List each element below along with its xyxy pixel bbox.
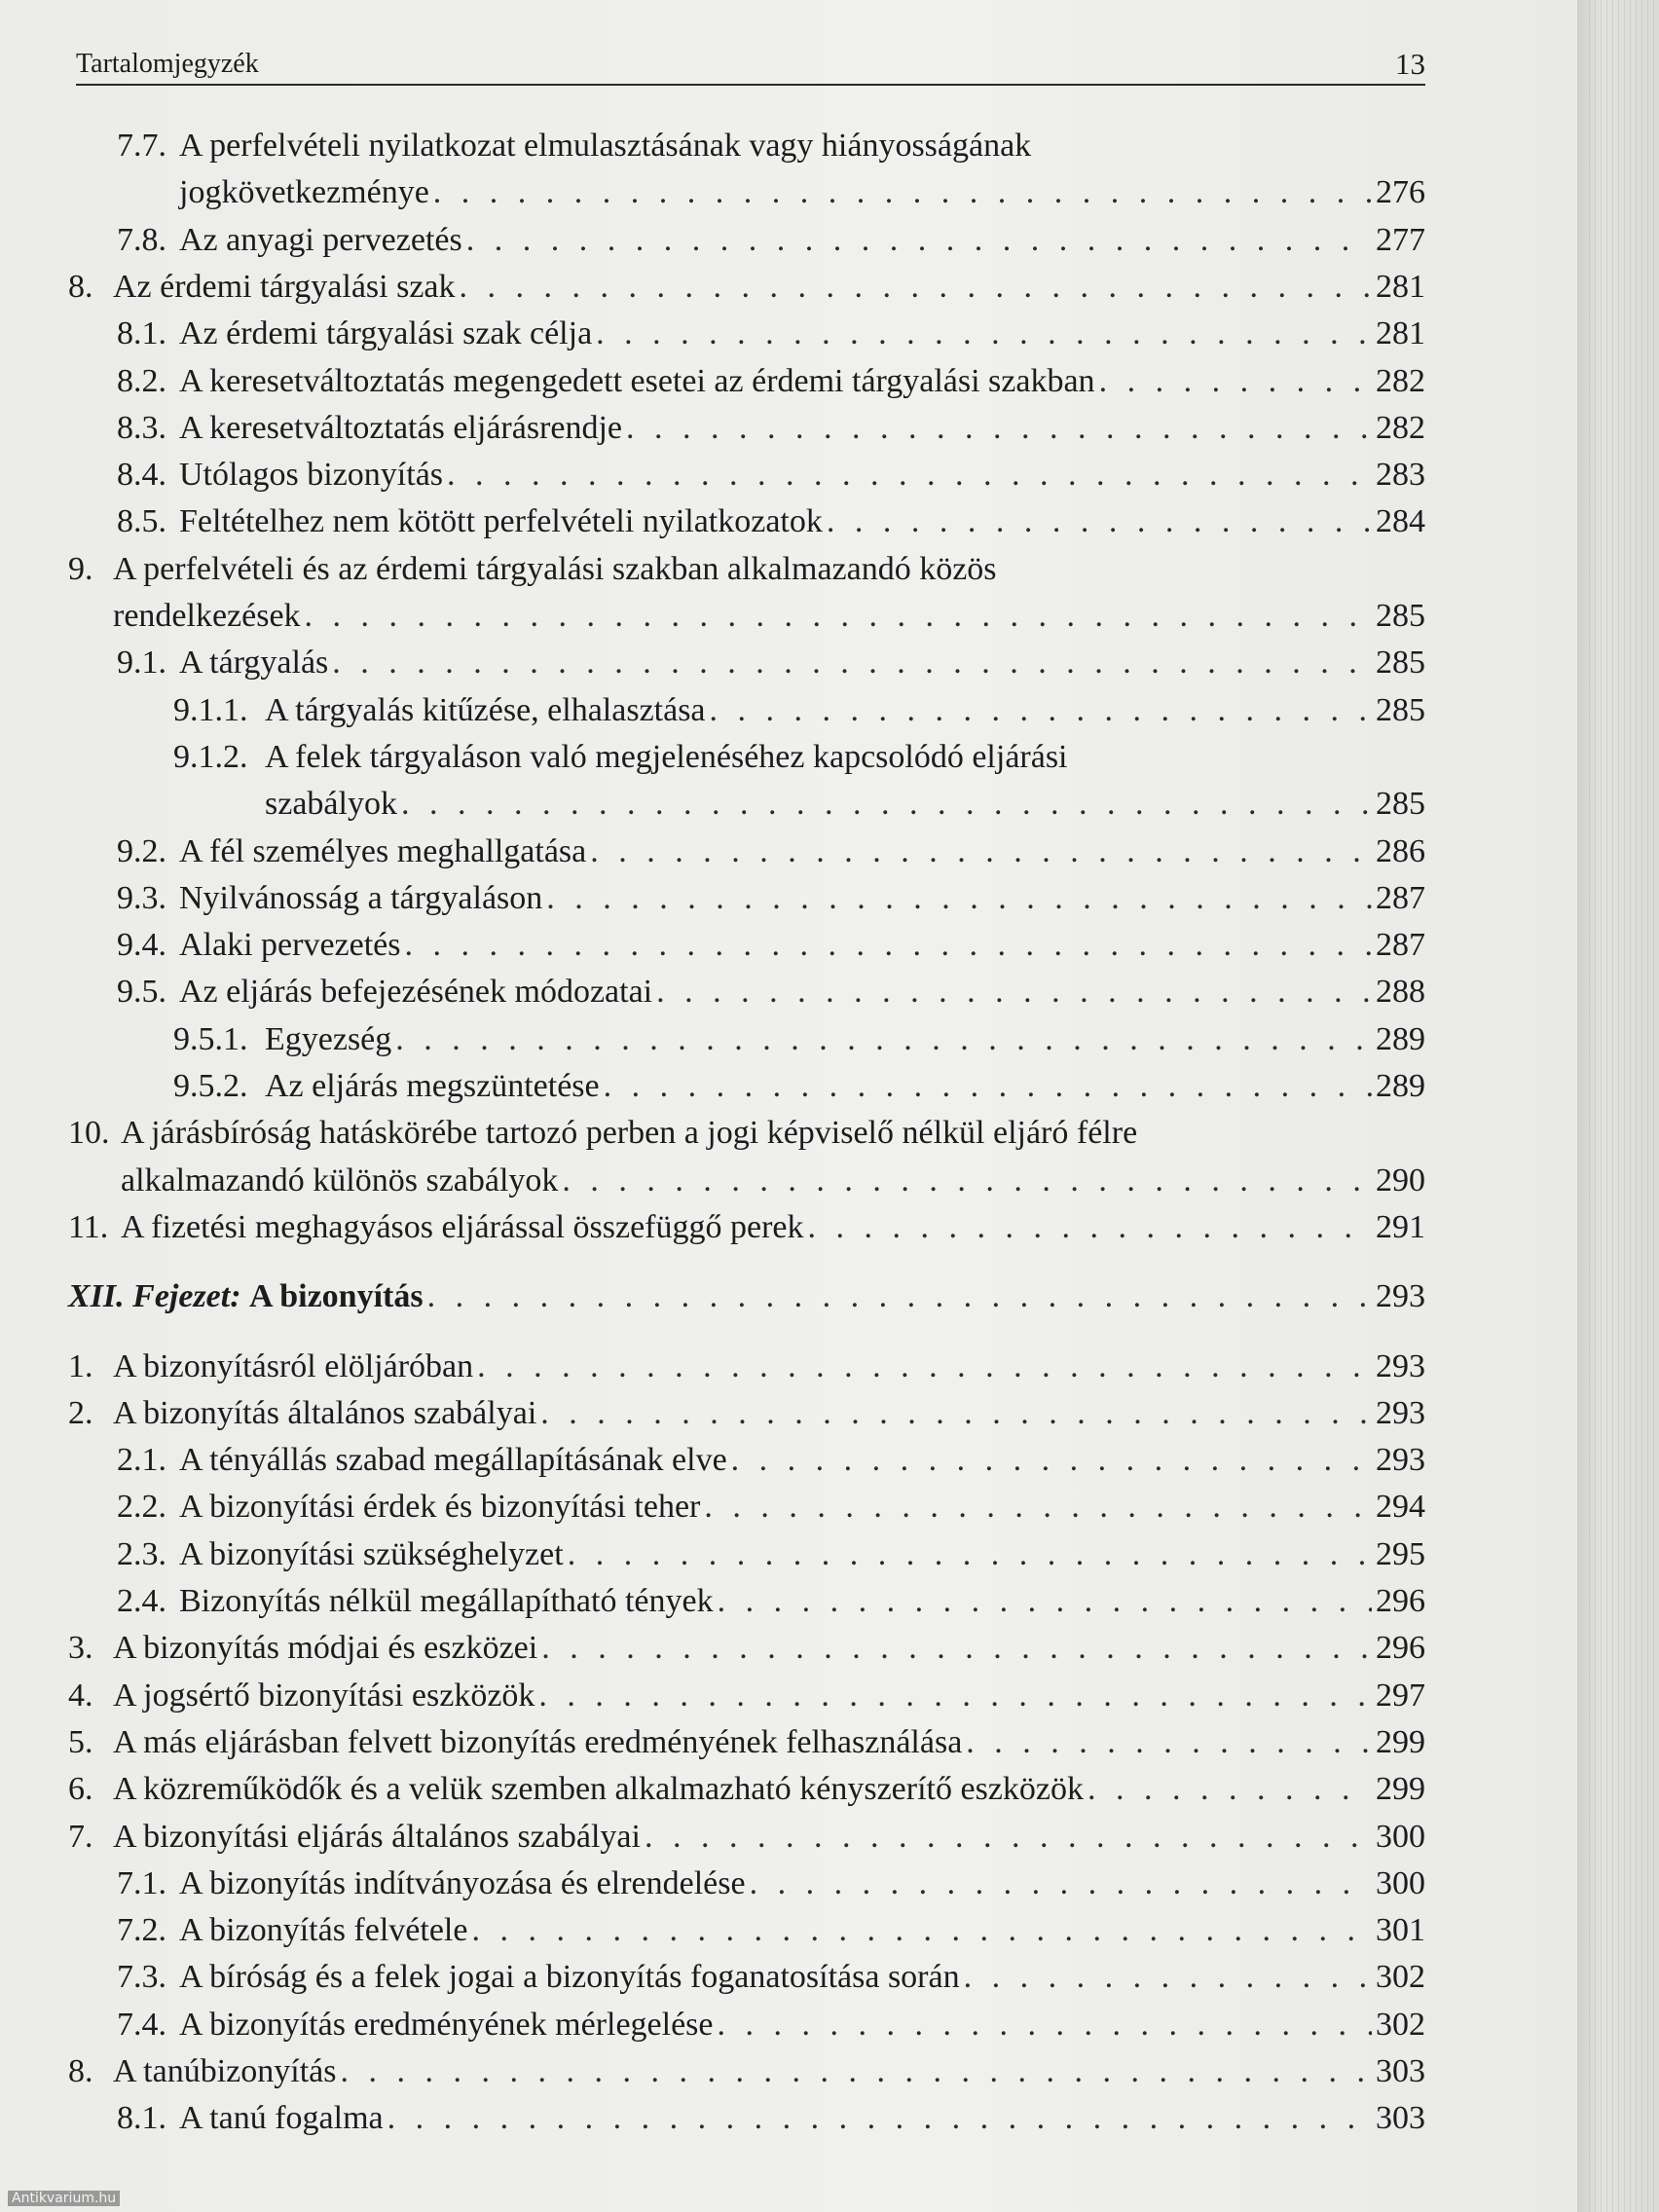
- toc-entry: [0, 877, 1425, 920]
- toc-entry-title: Az eljárás megszüntetése: [265, 1068, 600, 1104]
- toc-entry: [0, 219, 1425, 262]
- dot-leader: [328, 642, 1372, 684]
- toc-entry-title: A bizonyítási szükséghelyzet: [179, 1535, 564, 1572]
- toc-entry-title: Egyezség: [265, 1020, 392, 1057]
- toc-entry-title: A perfelvételi nyilatkozat elmulasztásának vagy hiányosságának: [179, 128, 1032, 164]
- toc-entry-page: 281: [1376, 268, 1425, 305]
- toc-entry: [0, 1346, 1425, 1388]
- dot-leader: [823, 500, 1372, 543]
- toc-entry-page: 277: [1376, 221, 1425, 258]
- toc-entry-title: A bizonyítás módjai és eszközei: [113, 1630, 538, 1667]
- toc-entry-number: 2.2.: [117, 1489, 166, 1526]
- toc-entry-title: A más eljárásban felvett bizonyítás eredményének felhasználása: [113, 1723, 963, 1760]
- toc-entry-continuation: [0, 1160, 1425, 1202]
- toc-entry-title: Alaki pervezetés: [179, 927, 401, 964]
- toc-entry-number: 7.4.: [117, 2006, 166, 2043]
- toc-entry: [0, 1675, 1425, 1717]
- toc-entry-page: 297: [1376, 1677, 1425, 1714]
- dot-leader: [600, 1065, 1372, 1108]
- toc-entry-number: 9.1.2.: [173, 738, 248, 775]
- dot-leader: [714, 1580, 1372, 1623]
- toc-entry: [0, 1206, 1425, 1249]
- toc-entry: [0, 1768, 1425, 1811]
- dot-leader: [542, 877, 1372, 920]
- toc-entry: [0, 1439, 1425, 1482]
- toc-entry-title: A járásbíróság hatáskörébe tartozó perben a jogi képviselő nélkül eljáró félre: [121, 1115, 1138, 1152]
- toc-entry-title: A bizonyítás felvétele: [179, 1912, 468, 1949]
- toc-entry-page: 288: [1376, 974, 1425, 1011]
- toc-entry-page: 295: [1376, 1535, 1425, 1572]
- dot-leader: [727, 1439, 1372, 1482]
- dot-leader: [564, 1533, 1372, 1576]
- toc-entry-page: 276: [1376, 174, 1425, 211]
- dot-leader: [1084, 1768, 1372, 1811]
- dot-leader: [706, 689, 1372, 732]
- toc-entry: [0, 1721, 1425, 1764]
- toc-entry: [0, 1862, 1425, 1905]
- toc-entry-title: jogkövetkezménye: [179, 174, 429, 211]
- toc-entry-number: 8.1.: [117, 315, 166, 352]
- dot-leader: [592, 313, 1372, 355]
- toc-entry-number: 8.5.: [117, 503, 166, 540]
- dot-leader: [429, 171, 1372, 214]
- toc-entry-number: 2.3.: [117, 1535, 166, 1572]
- toc-entry-number: 9.5.2.: [173, 1068, 248, 1104]
- toc-entry-page: 285: [1376, 786, 1425, 823]
- toc-entry-title: A bizonyítási érdek és bizonyítási teher: [179, 1489, 701, 1526]
- toc-entry: [0, 1909, 1425, 1952]
- dot-leader: [443, 454, 1372, 497]
- toc-entry-title: rendelkezések: [113, 598, 301, 634]
- toc-entry-number: 9.1.1.: [173, 691, 248, 728]
- toc-entry: [0, 313, 1425, 355]
- toc-entry-number: 8.1.: [117, 2100, 166, 2137]
- toc-entry-number: 9.1.: [117, 645, 166, 682]
- toc-entry-number: 9.2.: [117, 832, 166, 869]
- toc-entry-number: 9.4.: [117, 927, 166, 964]
- dot-leader: [558, 1160, 1372, 1202]
- toc-entry-number: 8.3.: [117, 409, 166, 446]
- toc-entry-page: 287: [1376, 879, 1425, 916]
- toc-entry-page: 300: [1376, 1864, 1425, 1901]
- toc-entry-number: 11.: [68, 1208, 109, 1245]
- toc-entry-title: szabályok: [265, 786, 397, 823]
- toc-entry: [0, 830, 1425, 873]
- toc-entry-page: 303: [1376, 2053, 1425, 2089]
- toc-entry: [0, 1065, 1425, 1108]
- toc-entry: [0, 1392, 1425, 1435]
- toc-entry-title: Az érdemi tárgyalási szak: [113, 268, 456, 305]
- toc-entry-title: A bizonyításról elöljáróban: [113, 1347, 474, 1384]
- toc-entry-number: 1.: [68, 1347, 93, 1384]
- toc-entry-title: A bizonyítás indítványozása és elrendelése: [179, 1864, 746, 1901]
- running-header: [76, 47, 1425, 86]
- dot-leader: [803, 1206, 1372, 1249]
- toc-entry-number: 7.: [68, 1818, 93, 1855]
- toc-entry-page: 284: [1376, 503, 1425, 540]
- toc-entry-number: 3.: [68, 1630, 93, 1667]
- chapter-page: 293: [1376, 1278, 1425, 1315]
- toc-entry-title: Az érdemi tárgyalási szak célja: [179, 315, 593, 352]
- toc-entry-page: 285: [1376, 598, 1425, 634]
- toc-entry-number: 2.: [68, 1394, 93, 1431]
- toc-entry-title: A bíróság és a felek jogai a bizonyítás foganatosítása során: [179, 1959, 960, 1996]
- dot-leader: [401, 924, 1373, 967]
- toc-entry-title: A perfelvételi és az érdemi tárgyalási szakban alkalmazandó közös: [113, 550, 997, 587]
- dot-leader: [397, 783, 1372, 826]
- dot-leader: [336, 2050, 1372, 2093]
- toc-entry: [0, 1956, 1425, 1999]
- page-edge-lines: [1589, 0, 1659, 2212]
- chapter-heading: [0, 1275, 1425, 1318]
- toc-entry-page: 293: [1376, 1394, 1425, 1431]
- dot-leader: [456, 266, 1372, 309]
- dot-leader: [700, 1486, 1372, 1529]
- dot-leader: [424, 1275, 1372, 1318]
- toc-entry-title: A jogsértő bizonyítási eszközök: [113, 1677, 535, 1714]
- dot-leader: [962, 1721, 1372, 1764]
- dot-leader: [586, 830, 1372, 873]
- dot-leader: [535, 1675, 1372, 1717]
- toc-entry-title: A közreműködők és a velük szemben alkalmazható kényszerítő eszközök: [113, 1771, 1084, 1808]
- page-number: 13: [1395, 47, 1425, 81]
- toc-entry-page: 299: [1376, 1723, 1425, 1760]
- toc-entry-page: 282: [1376, 409, 1425, 446]
- toc-entry-title: alkalmazandó különös szabályok: [121, 1161, 559, 1198]
- toc-entry-page: 301: [1376, 1912, 1425, 1949]
- toc-entry-number: 5.: [68, 1723, 93, 1760]
- dot-leader: [960, 1956, 1372, 1999]
- toc-entry-number: 9.5.: [117, 974, 166, 1011]
- toc-entry: [0, 1486, 1425, 1529]
- toc-entry-page: 287: [1376, 927, 1425, 964]
- toc-entry-page: 289: [1376, 1020, 1425, 1057]
- dot-leader: [536, 1392, 1372, 1435]
- toc-entry-page: 290: [1376, 1161, 1425, 1198]
- toc-entry-title: A bizonyítási eljárás általános szabályai: [113, 1818, 641, 1855]
- dot-leader: [384, 2097, 1372, 2140]
- toc-entry-number: 6.: [68, 1771, 93, 1808]
- toc-entry-number: 9.3.: [117, 879, 166, 916]
- toc-entry: [0, 1580, 1425, 1623]
- toc-entry-title: Utólagos bizonyítás: [179, 457, 444, 494]
- chapter-title: A bizonyítás: [249, 1278, 424, 1315]
- chapter-label: XII. Fejezet:: [68, 1278, 250, 1315]
- toc-entry-title: Bizonyítás nélkül megállapítható tények: [179, 1583, 714, 1619]
- toc-entry-page: 296: [1376, 1630, 1425, 1667]
- toc-entry: [0, 2097, 1425, 2140]
- toc-entry-title: A felek tárgyaláson való megjelenéséhez kapcsolódó eljárási: [265, 738, 1068, 775]
- toc-entry-title: A tanú fogalma: [179, 2100, 384, 2137]
- toc-entry-number: 8.2.: [117, 362, 166, 399]
- toc-entry-title: Feltételhez nem kötött perfelvételi nyilatkozatok: [179, 503, 823, 540]
- toc-entry-title: A bizonyítás eredményének mérlegelése: [179, 2006, 714, 2043]
- dot-leader: [301, 595, 1372, 638]
- toc-entry: [0, 266, 1425, 309]
- toc-entry: [0, 407, 1425, 450]
- toc-entry-title: A fizetési meghagyásos eljárással összefüggő perek: [121, 1208, 804, 1245]
- toc-entry-title: Nyilvánosság a tárgyaláson: [179, 879, 543, 916]
- toc-entry-page: 285: [1376, 645, 1425, 682]
- running-header-title: Tartalomjegyzék: [76, 49, 259, 79]
- toc-entry-page: 293: [1376, 1442, 1425, 1479]
- toc-entry-page: 294: [1376, 1489, 1425, 1526]
- toc-entry: [0, 971, 1425, 1014]
- toc-entry-page: 302: [1376, 2006, 1425, 2043]
- toc-entry-number: 8.: [68, 2053, 93, 2089]
- dot-leader: [537, 1627, 1372, 1670]
- toc-entry-title: Az eljárás befejezésének módozatai: [179, 974, 653, 1011]
- dot-leader: [622, 407, 1372, 450]
- toc-entry-page: 282: [1376, 362, 1425, 399]
- toc-entry-title: A tárgyalás: [179, 645, 329, 682]
- toc-entry-number: 4.: [68, 1677, 93, 1714]
- toc-entry-title: A keresetváltoztatás megengedett esetei az érdemi tárgyalási szakban: [179, 362, 1095, 399]
- toc-entry-page: 281: [1376, 315, 1425, 352]
- toc-entry-page: 296: [1376, 1583, 1425, 1619]
- toc-entry: [0, 1816, 1425, 1859]
- toc-entry: [0, 1627, 1425, 1670]
- dot-leader: [462, 219, 1372, 262]
- toc-entry-number: 2.4.: [117, 1583, 166, 1619]
- toc-entry: [0, 1018, 1425, 1061]
- toc-entry: [0, 360, 1425, 403]
- dot-leader: [1095, 360, 1372, 403]
- toc-entry-title: Az anyagi pervezetés: [179, 221, 462, 258]
- toc-entry: [0, 2004, 1425, 2046]
- toc-entry-title: A tényállás szabad megállapításának elve: [179, 1442, 727, 1479]
- toc-entry-title: A fél személyes meghallgatása: [179, 832, 587, 869]
- toc-entry: [0, 736, 1425, 779]
- dot-leader: [714, 2004, 1373, 2046]
- toc-entry: [0, 2050, 1425, 2093]
- dot-leader: [641, 1816, 1372, 1859]
- toc-entry: [0, 500, 1425, 543]
- watermark: Antikvarium.hu: [8, 2191, 120, 2206]
- dot-leader: [652, 971, 1372, 1014]
- toc-entry-number: 7.7.: [117, 128, 166, 164]
- toc-entry-page: 291: [1376, 1208, 1425, 1245]
- toc-entry: [0, 642, 1425, 684]
- toc-entry-page: 289: [1376, 1068, 1425, 1104]
- dot-leader: [746, 1862, 1372, 1905]
- toc-entry-page: 285: [1376, 691, 1425, 728]
- toc-entry: [0, 454, 1425, 497]
- toc-entry-continuation: [0, 783, 1425, 826]
- dot-leader: [473, 1346, 1372, 1388]
- toc-entry-page: 300: [1376, 1818, 1425, 1855]
- toc-entry-page: 302: [1376, 1959, 1425, 1996]
- dot-leader: [391, 1018, 1372, 1061]
- toc-entry-title: A tárgyalás kitűzése, elhalasztása: [265, 691, 706, 728]
- toc-entry-title: A keresetváltoztatás eljárásrendje: [179, 409, 622, 446]
- toc-entry-number: 7.8.: [117, 221, 166, 258]
- toc-entry: [0, 1533, 1425, 1576]
- toc-entry: [0, 548, 1425, 591]
- toc-entry-number: 7.2.: [117, 1912, 166, 1949]
- toc-entry-number: 7.3.: [117, 1959, 166, 1996]
- toc-entry: [0, 924, 1425, 967]
- toc-entry-number: 2.1.: [117, 1442, 166, 1479]
- toc-entry: [0, 1112, 1425, 1155]
- toc-entry-number: 10.: [68, 1115, 110, 1152]
- toc-entry-page: 283: [1376, 457, 1425, 494]
- toc-entry-number: 9.: [68, 550, 93, 587]
- toc-entry: [0, 125, 1425, 167]
- toc-entry-page: 293: [1376, 1347, 1425, 1384]
- toc-entry-title: A bizonyítás általános szabályai: [113, 1394, 537, 1431]
- toc-entry: [0, 689, 1425, 732]
- toc-entry-number: 9.5.1.: [173, 1020, 248, 1057]
- toc-entry-continuation: [0, 171, 1425, 214]
- toc-entry-page: 299: [1376, 1771, 1425, 1808]
- toc-entry-number: 8.: [68, 268, 93, 305]
- toc-entry-title: A tanúbizonyítás: [113, 2053, 337, 2089]
- toc-entry-page: 286: [1376, 832, 1425, 869]
- toc-entry-page: 303: [1376, 2100, 1425, 2137]
- dot-leader: [467, 1909, 1372, 1952]
- toc-entry-number: 7.1.: [117, 1864, 166, 1901]
- toc-entry-number: 8.4.: [117, 457, 166, 494]
- toc-entry-continuation: [0, 595, 1425, 638]
